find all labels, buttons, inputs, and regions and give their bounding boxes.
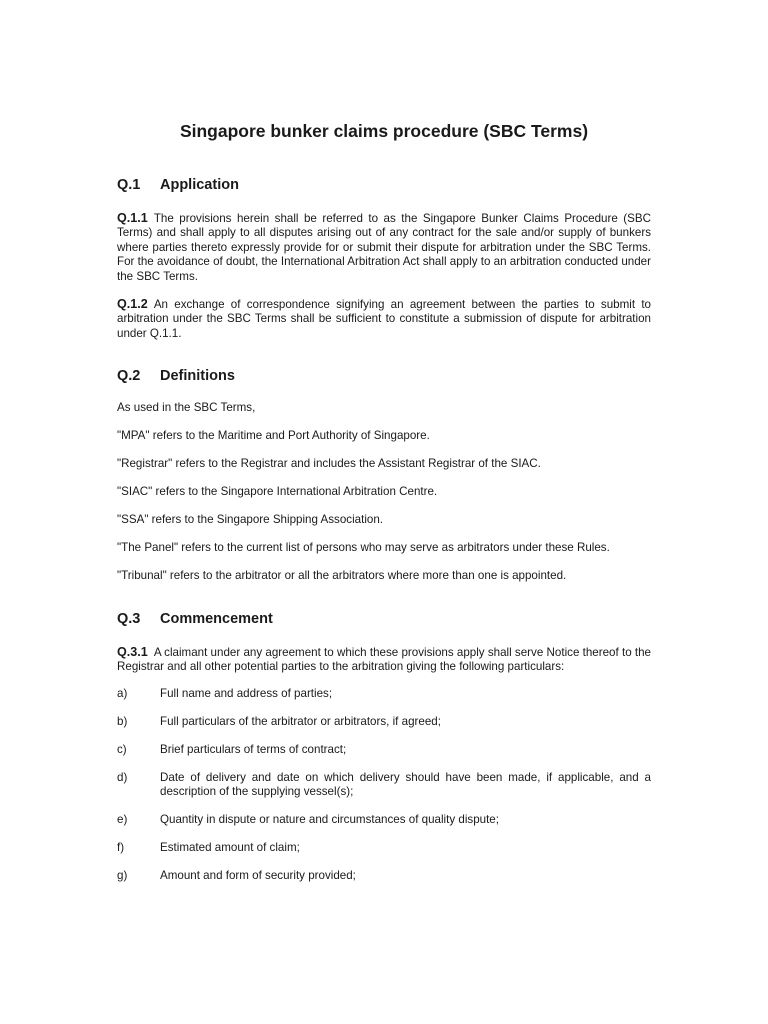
list-item-text: Full particulars of the arbitrator or arbitrators, if agreed;	[160, 715, 441, 728]
list-item-letter: f)	[117, 841, 125, 854]
list-item-text: Date of delivery and date on which delivery should have been made, if applicable, and a description of the supplying vessel(s);	[160, 771, 651, 799]
list-item-text: Amount and form of security provided;	[160, 869, 356, 882]
definition-ssa: "SSA" refers to the Singapore Shipping Association.	[117, 513, 384, 526]
section-title: Definitions	[160, 368, 235, 384]
paragraph-q3-1	[117, 645, 651, 675]
list-item	[117, 771, 651, 800]
section-title: Application	[160, 177, 239, 193]
list-item-letter: e)	[117, 813, 128, 826]
definition-siac: "SIAC" refers to the Singapore International Arbitration Centre.	[117, 485, 438, 498]
list-item-letter: c)	[117, 743, 127, 756]
section-number: Q.1	[117, 177, 141, 193]
list-item-text: Full name and address of parties;	[160, 687, 333, 700]
list-item-letter: a)	[117, 687, 128, 700]
section-title: Commencement	[160, 611, 273, 627]
definitions-intro: As used in the SBC Terms,	[117, 401, 256, 414]
list-item-text: Brief particulars of terms of contract;	[160, 743, 347, 756]
paragraph-q1-1	[117, 211, 651, 284]
list-item-letter: d)	[117, 771, 128, 784]
paragraph-q1-2	[117, 297, 651, 341]
paragraph-number: Q.1.2	[117, 297, 148, 311]
definition-registrar: "Registrar" refers to the Registrar and includes the Assistant Registrar of the SIAC.	[117, 457, 541, 470]
section-number: Q.3	[117, 611, 141, 627]
section-heading-definitions	[117, 368, 235, 384]
paragraph-text: An exchange of correspondence signifying an agreement between the parties to submit to arbitration under the SBC Terms shall be sufficient to constitute a submission of dispute for arbitration under Q.1.1.	[117, 298, 651, 340]
document-title: Singapore bunker claims procedure (SBC Terms)	[179, 121, 589, 141]
list-item-letter: b)	[117, 715, 128, 728]
list-item	[117, 743, 651, 757]
section-heading-application	[117, 177, 239, 193]
paragraph-number: Q.1.1	[117, 211, 148, 225]
list-item	[117, 715, 651, 729]
paragraph-text: The provisions herein shall be referred to as the Singapore Bunker Claims Procedure (SBC Terms) and shall apply to all disputes arising out of any contract for the sale and/or supply of bunkers where parties thereto expressly provide for or submit their dispute for arbitration under the SBC Terms. For the avoidance of doubt, the International Arbitration Act shall apply to an arbitration conducted under the SBC Terms.	[117, 212, 651, 283]
section-heading-commencement	[117, 611, 273, 627]
list-item-text: Estimated amount of claim;	[160, 841, 300, 854]
list-item	[117, 687, 651, 701]
definition-panel: "The Panel" refers to the current list of persons who may serve as arbitrators under these Rules.	[117, 541, 610, 554]
definition-mpa: "MPA" refers to the Maritime and Port Authority of Singapore.	[117, 429, 430, 442]
list-item	[117, 813, 651, 827]
paragraph-number: Q.3.1	[117, 645, 148, 659]
definition-tribunal: "Tribunal" refers to the arbitrator or all the arbitrators where more than one is appointed.	[117, 569, 567, 582]
list-item-letter: g)	[117, 869, 128, 882]
paragraph-text: A claimant under any agreement to which these provisions apply shall serve Notice thereof to the Registrar and all other potential parties to the arbitration giving the following particulars:	[117, 646, 651, 674]
list-item	[117, 869, 651, 883]
list-item-text: Quantity in dispute or nature and circumstances of quality dispute;	[160, 813, 499, 826]
section-number: Q.2	[117, 368, 141, 384]
list-item	[117, 841, 651, 855]
